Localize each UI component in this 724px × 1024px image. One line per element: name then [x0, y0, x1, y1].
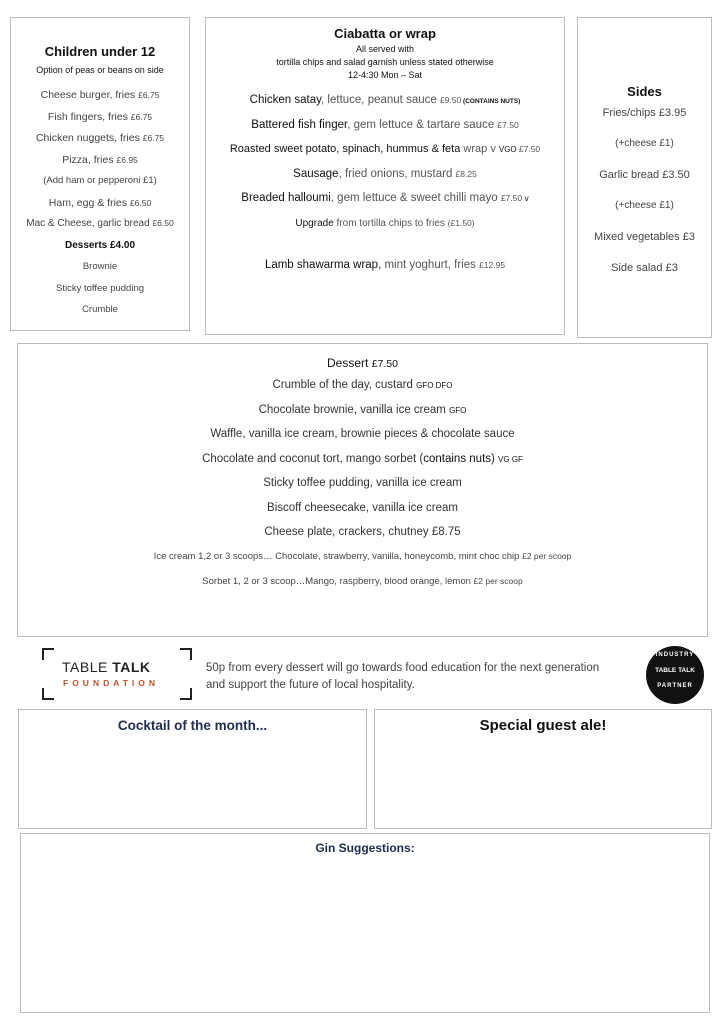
item-name: Waffle, vanilla ice cream, brownie pieces & chocolate sauce [210, 428, 515, 440]
industry-partner-badge [646, 646, 704, 704]
badge-bottom-text: PARTNER [657, 683, 693, 689]
allergen-tag: VGO [498, 145, 519, 154]
menu-item [11, 218, 189, 240]
section-title: Children under 12 [44, 44, 156, 59]
side-addon: (+cheese £1) [615, 138, 674, 149]
menu-item [11, 154, 189, 176]
dessert-item: Biscoff cheesecake, vanilla ice cream [267, 501, 458, 514]
menu-item [206, 137, 564, 162]
logo-text: TABLE [62, 659, 113, 675]
message-line: 50p from every dessert will go towards food education for the next generation [206, 662, 600, 674]
menu-item [11, 111, 189, 133]
item-name: Mac & Cheese, garlic bread [26, 218, 150, 229]
children-menu-section [10, 17, 190, 331]
item-name: Sausage [293, 167, 339, 180]
section-title: Cocktail of the month... [117, 718, 268, 733]
note-price: £2 per scoop [522, 550, 572, 561]
nuts-warning: contains nuts [423, 452, 492, 465]
logo-text-bold: TALK [112, 659, 151, 675]
item-price: £7.50 [500, 193, 523, 203]
upgrade-desc: from tortilla chips to fries [333, 217, 448, 229]
note-price: £2 per scoop [473, 575, 523, 586]
item-price: £8.25 [455, 168, 477, 179]
gin-section [20, 833, 710, 1013]
item-price: £6.75 [138, 90, 160, 100]
dessert-section [17, 343, 708, 637]
item-name: Pizza, fries [62, 153, 114, 166]
side-item: Garlic bread £3.50 [599, 169, 690, 181]
dessert-item: Sticky toffee pudding [55, 282, 145, 294]
badge-mid-text: TABLE TALK [655, 667, 695, 674]
dessert-item: Cheese plate, crackers, chutney £8.75 [264, 526, 461, 538]
guest-ale-section [374, 709, 712, 829]
hours: 12-4:30 Mon – Sat [347, 70, 423, 80]
item-price: £6.50 [129, 197, 152, 208]
item-price: £7.50 [518, 144, 541, 154]
item-price: £6.75 [130, 111, 153, 122]
item-desc: , gem lettuce & sweet chilli mayo [330, 192, 501, 204]
item-name: Chocolate brownie, vanilla ice cream [258, 403, 450, 416]
allergen-tag: (CONTAINS NUTS) [461, 98, 521, 105]
logo-subtext: FOUNDATION [63, 678, 160, 688]
menu-item [206, 186, 564, 211]
addon-note: (Add ham or pepperoni £1) [43, 175, 157, 186]
section-title: Ciabatta or wrap [334, 26, 436, 41]
item-name: Chicken nuggets, fries [35, 132, 140, 144]
side-item: Side salad £3 [611, 262, 678, 274]
item-price: £12.95 [479, 260, 506, 270]
upgrade-note [206, 211, 564, 236]
section-title [18, 356, 707, 370]
upgrade-price: (£1.50) [447, 217, 475, 228]
side-item: Mixed vegetables £3 [594, 231, 695, 243]
dessert-item [18, 379, 707, 404]
desserts-heading: Desserts £4.00 [64, 239, 136, 251]
menu-item [206, 162, 564, 187]
ice-cream-note [18, 551, 707, 576]
menu-item [11, 89, 189, 111]
menu-item [206, 113, 564, 138]
subtitle: tortilla chips and salad garnish unless stated otherwise [276, 57, 494, 67]
item-desc: wrap v [460, 143, 499, 155]
item-name: Chocolate and coconut tort, mango sorbet ( [202, 452, 424, 465]
item-price: £9.50 [439, 95, 462, 105]
message-line: and support the future of local hospitality. [206, 679, 415, 691]
item-name: Fish fingers, fries [47, 110, 128, 123]
kids-option: Option of peas or beans on side [36, 65, 164, 75]
item-price: £6.95 [116, 154, 138, 165]
note-text: Sorbet 1, 2 or 3 scoop…Mango, raspberry, blood orange, lemon [202, 575, 474, 587]
allergen-tag: GFO [449, 405, 467, 415]
ciabatta-section [205, 17, 565, 335]
item-name: Ham, egg & fries [48, 196, 127, 209]
dessert-item [18, 453, 707, 478]
item-name: Lamb shawarma wrap, [264, 259, 382, 271]
dessert-item: Crumble [82, 304, 118, 315]
dessert-price: £7.50 [371, 358, 398, 370]
dessert-title: Dessert [327, 356, 369, 370]
item-name: Crumble of the day, custard [272, 379, 417, 391]
item-name: Battered fish finger [251, 118, 348, 131]
section-title: Sides [627, 84, 662, 99]
item-price: £7.50 [497, 119, 519, 130]
dessert-item: Brownie [82, 261, 118, 272]
foundation-message [206, 660, 599, 694]
menu-item [11, 132, 189, 154]
allergen-tag: v [522, 193, 529, 203]
sorbet-note [18, 576, 707, 601]
menu-item [206, 88, 564, 113]
menu-item [11, 197, 189, 219]
table-talk-logo [42, 648, 192, 700]
badge-top-text: INDUSTRY [655, 652, 695, 658]
item-desc: , fried onions, mustard [338, 167, 456, 180]
section-title: Gin Suggestions: [315, 841, 415, 855]
item-desc: , lettuce, peanut sauce [321, 94, 440, 106]
item-desc: mint yoghurt, fries [381, 259, 480, 271]
cocktail-section [18, 709, 367, 829]
note-text: Ice cream 1,2 or 3 scoops… Chocolate, strawberry, vanilla, honeycomb, mint choc chip [153, 550, 523, 562]
item-price: £6.50 [152, 218, 174, 228]
section-title: Special guest ale! [479, 717, 607, 734]
side-addon: (+cheese £1) [615, 200, 674, 211]
item-name: Cheese burger, fries [40, 89, 136, 101]
allergen-tag: GFO DFO [416, 381, 453, 390]
subtitle: All served with [355, 44, 415, 54]
item-name: Roasted sweet potato, spinach, hummus & feta [229, 143, 461, 155]
item-name: Breaded halloumi [241, 192, 331, 204]
item-name-end: ) [491, 452, 499, 465]
item-desc: , gem lettuce & tartare sauce [347, 118, 498, 131]
dessert-item: Sticky toffee pudding, vanilla ice cream [263, 477, 462, 489]
item-price: £6.75 [142, 133, 165, 143]
upgrade-label: Upgrade [295, 217, 334, 229]
menu-item [206, 253, 564, 278]
dessert-item [18, 428, 707, 453]
side-item: Fries/chips £3.95 [602, 107, 687, 119]
allergen-tag: VG GF [498, 454, 523, 464]
sides-section [577, 17, 712, 338]
item-name: Chicken satay [249, 94, 322, 106]
dessert-item [18, 404, 707, 429]
